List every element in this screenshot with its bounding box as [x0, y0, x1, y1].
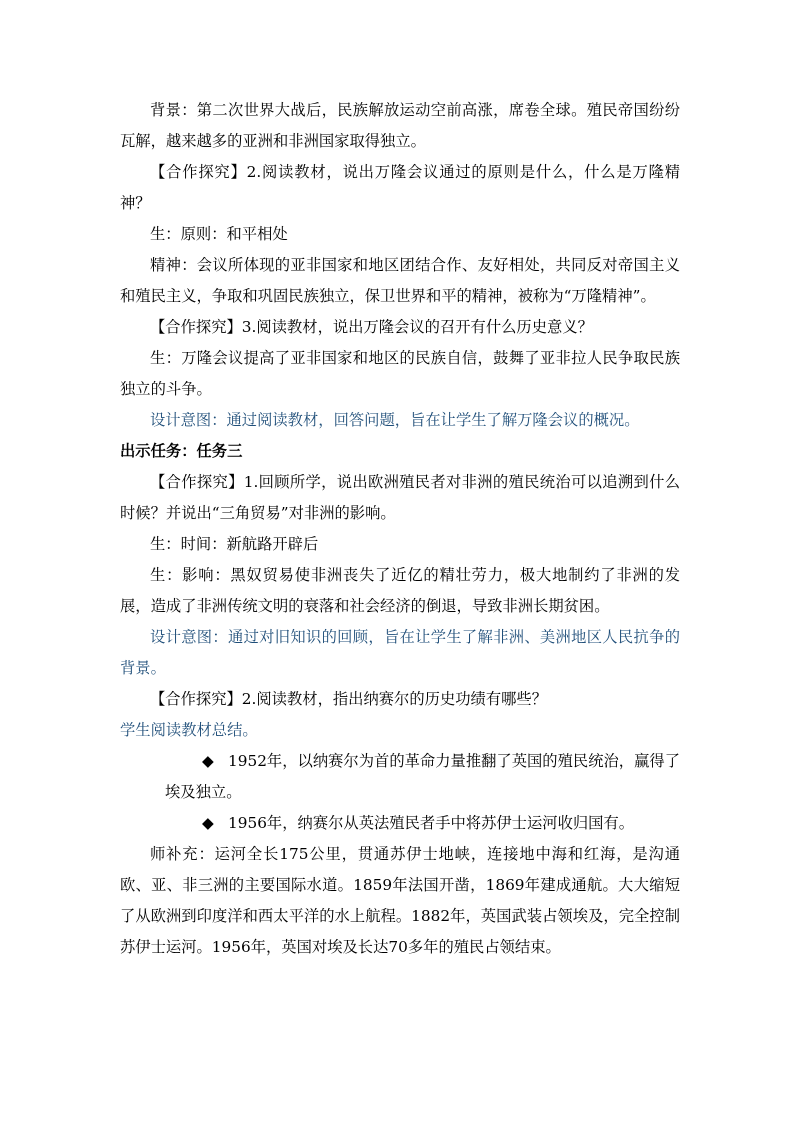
- student-answer-time: 生：时间：新航路开辟后: [150, 535, 319, 553]
- task-heading: 出示任务：任务三: [120, 442, 243, 460]
- spirit-paragraph: 精神：会议所体现的亚非国家和地区团结合作、友好相处，共同反对帝国主义和殖民主义，争取和巩固民族独立，保卫世界和平的精神，被称为“万隆精神”。: [120, 256, 680, 305]
- design-intent-2: 设计意图：通过对旧知识的回顾，旨在让学生了解非洲、美洲地区人民抗争的背景。: [120, 628, 680, 677]
- student-answer-significance: 生：万隆会议提高了亚非国家和地区的民族自信，鼓舞了亚非拉人民争取民族独立的斗争。: [120, 349, 680, 398]
- student-summary-text: 学生阅读教材总结。: [120, 721, 258, 739]
- bullet-item-text: 1956年，纳赛尔从英法殖民者手中将苏伊士运河收归国有。: [228, 814, 635, 832]
- design-intent-1: 设计意图：通过阅读教材，回答问题，旨在让学生了解万隆会议的概况。: [150, 411, 640, 429]
- document-page: [120, 95, 680, 963]
- task3-inquiry-question-1: 【合作探究】1.回顾所学，说出欧洲殖民者对非洲的殖民统治可以追溯到什么时候？并说出“三角贸易”对非洲的影响。: [120, 473, 680, 522]
- inquiry-question-3: 【合作探究】3.阅读教材，说出万隆会议的召开有什么历史意义？: [150, 318, 593, 336]
- bullet-item-1956: [120, 808, 680, 839]
- task3-inquiry-question-2: 【合作探究】2.阅读教材，指出纳赛尔的历史功绩有哪些？: [150, 690, 548, 708]
- teacher-supplement-paragraph: 师补充：运河全长175公里，贯通苏伊士地峡，连接地中海和红海，是沟通欧、亚、非三洲的主要国际水道。1859年法国开凿，1869年建成通航。大大缩短了从欧洲到印度洋和西太平洋的水上航程。1882年，英国武装占领埃及，完全控制苏伊士运河。1956年，英国对埃及长达70多年的殖民占领结束。: [120, 845, 680, 956]
- bullet-item-1952: [120, 746, 680, 808]
- student-answer-impact: 生：影响：黑奴贸易使非洲丧失了近亿的精壮劳力，极大地制约了非洲的发展，造成了非洲传统文明的衰落和社会经济的倒退，导致非洲长期贫困。: [120, 566, 680, 615]
- student-summary-line: [120, 715, 680, 746]
- student-answer-principle: 生：原则：和平相处: [150, 225, 288, 243]
- inquiry-question-2: 【合作探究】2.阅读教材，说出万隆会议通过的原则是什么，什么是万隆精神？: [120, 163, 680, 212]
- diamond-bullet-icon: ◆: [202, 814, 214, 832]
- background-paragraph: 背景：第二次世界大战后，民族解放运动空前高涨，席卷全球。殖民帝国纷纷瓦解，越来越多的亚洲和非洲国家取得独立。: [120, 101, 680, 150]
- bullet-item-text: 1952年，以纳赛尔为首的革命力量推翻了英国的殖民统治，赢得了埃及独立。: [165, 752, 680, 801]
- diamond-bullet-icon: ◆: [202, 752, 214, 770]
